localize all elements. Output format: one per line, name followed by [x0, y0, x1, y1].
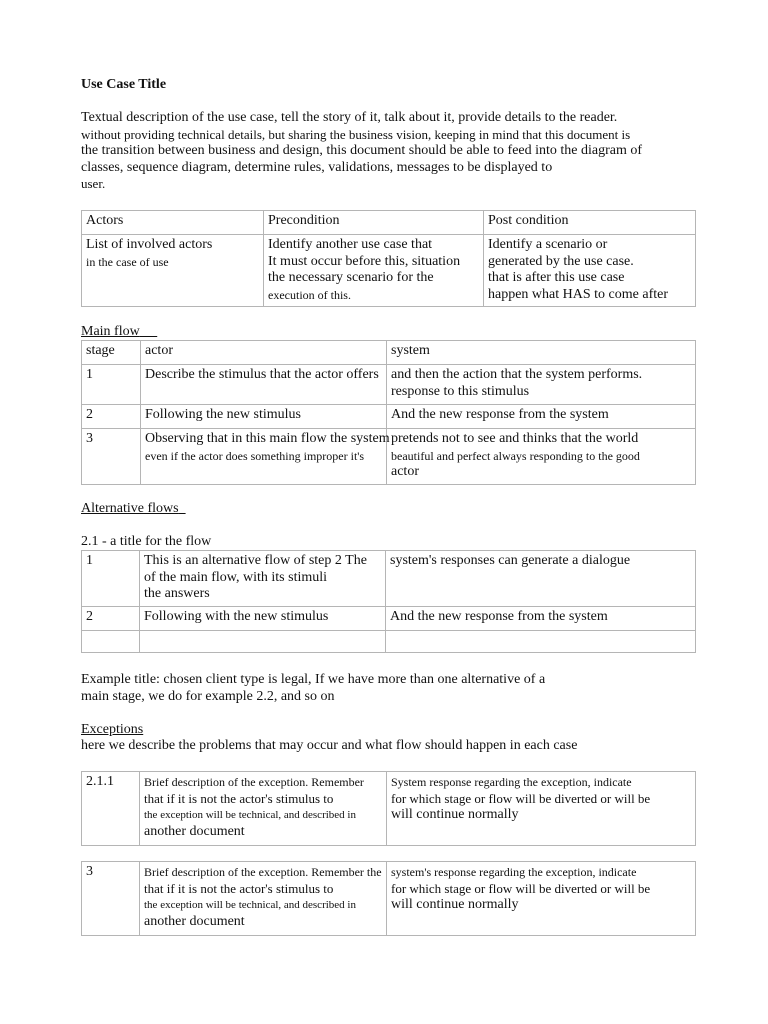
stage-cell: 2	[82, 607, 140, 631]
table-row	[82, 365, 696, 405]
cell-line: in the case of use	[86, 254, 169, 269]
cell-line: and then the action that the system performs.	[391, 367, 643, 382]
exceptions-heading	[81, 722, 143, 738]
actors-table	[81, 210, 696, 307]
cell-line: for which stage or flow will be diverted or will be	[391, 880, 651, 896]
cell-line: pretends not to see and thinks that the world	[391, 431, 639, 446]
alternative-flows-heading	[81, 501, 186, 517]
alternative-flow-table	[81, 550, 696, 653]
cell-line: for which stage or flow will be diverted or will be	[391, 790, 651, 806]
system-cell: And the new response from the system	[387, 405, 696, 429]
actor-cell	[140, 772, 387, 846]
cell-line: the necessary scenario for the	[268, 270, 434, 285]
exception-table	[81, 771, 696, 846]
cell-line: Identify a scenario or	[488, 237, 608, 252]
exceptions-heading-text: Exceptions	[81, 722, 144, 737]
cell-line: System response regarding the exception, indicate	[391, 775, 632, 789]
stage-cell: 1	[82, 365, 141, 405]
intro-line: classes, sequence diagram, determine rules, validations, messages to be displayed to	[81, 159, 553, 175]
actor-cell: Following the new stimulus	[141, 405, 387, 429]
cell-line: execution of this.	[268, 287, 351, 302]
cell-line: that if it is not the actor's stimulus to	[144, 880, 334, 896]
postcondition-cell	[484, 235, 696, 307]
alternative-flows-heading-text: Alternative flows	[81, 501, 179, 516]
intro-line: without providing technical details, but sharing the business vision, keeping in mind that this document is	[81, 126, 631, 142]
system-cell	[387, 365, 696, 405]
system-cell	[387, 429, 696, 485]
actor-cell	[141, 429, 390, 485]
alternative-flow-subtitle: 2.1 - a title for the flow	[81, 534, 212, 549]
exception-table	[81, 861, 696, 936]
header-stage: stage	[82, 341, 141, 365]
cell-line: the exception will be technical, and described in	[144, 809, 356, 821]
cell-line: the exception will be technical, and described in	[144, 899, 356, 911]
example-line: main stage, we do for example 2.2, and so on	[81, 689, 335, 704]
cell-line: system's response regarding the exception, indicate	[391, 865, 637, 879]
system-cell	[387, 862, 696, 936]
actor-cell: Describe the stimulus that the actor offers	[141, 365, 387, 405]
cell-line: another document	[144, 913, 245, 929]
cell-line: that if it is not the actor's stimulus to	[144, 790, 334, 806]
table-row	[82, 631, 696, 653]
cell-line: even if the actor does something improper it's	[145, 448, 365, 463]
cell-line: happen what HAS to come after	[488, 286, 668, 302]
exceptions-description: here we describe the problems that may occur and what flow should happen in each case	[81, 738, 578, 753]
actor-cell	[140, 862, 387, 936]
header-actor: actor	[141, 341, 387, 365]
cell-line: This is an alternative flow of step 2 The	[144, 553, 367, 568]
system-cell: And the new response from the system	[386, 607, 696, 631]
system-cell: system's responses can generate a dialogue	[386, 551, 696, 607]
actor-cell	[140, 551, 386, 607]
main-flow-heading-text: Main flow	[81, 324, 140, 339]
actor-cell: Following with the new stimulus	[140, 607, 386, 631]
use-case-title: Use Case Title	[81, 77, 167, 92]
cell-line: response to this stimulus	[391, 383, 530, 399]
main-flow-table	[81, 340, 696, 485]
stage-cell: 2	[82, 405, 141, 429]
table-row	[82, 607, 696, 631]
stage-cell: 1	[82, 551, 140, 607]
system-cell	[386, 631, 696, 653]
cell-line: It must occur before this, situation	[268, 253, 461, 269]
intro-line: user.	[81, 176, 106, 191]
cell-line: that is after this use case	[488, 270, 625, 285]
header-precondition: Precondition	[264, 211, 484, 235]
stage-cell: 3	[82, 429, 141, 485]
cell-line: will continue normally	[391, 807, 519, 822]
table-row	[82, 862, 696, 936]
precondition-cell	[264, 235, 484, 307]
header-system: system	[387, 341, 696, 365]
cell-line: will continue normally	[391, 897, 519, 912]
actors-cell	[82, 235, 264, 307]
cell-line: Brief description of the exception. Remember	[144, 775, 364, 789]
header-actors: Actors	[82, 211, 264, 235]
cell-line: actor	[391, 464, 419, 479]
intro-paragraph	[81, 110, 681, 193]
table-row	[82, 551, 696, 607]
cell-line: of the main flow, with its stimuli	[144, 569, 328, 585]
cell-line: List of involved actors	[86, 237, 213, 252]
cell-line: beautiful and perfect always responding to the good	[391, 448, 640, 463]
table-row	[82, 405, 696, 429]
actor-cell	[140, 631, 386, 653]
stage-cell: 2.1.1	[82, 772, 140, 846]
cell-line: generated by the use case.	[488, 253, 634, 269]
example-paragraph	[81, 671, 701, 705]
intro-line: the transition between business and design, this document should be able to feed into the diagram of	[81, 143, 643, 158]
example-line: Example title: chosen client type is legal, If we have more than one alternative of a	[81, 672, 546, 687]
cell-line: Observing that in this main flow the system	[145, 431, 390, 446]
cell-line: Brief description of the exception. Remember the	[144, 865, 382, 879]
cell-line: the answers	[144, 586, 210, 601]
stage-cell	[82, 631, 140, 653]
intro-line: Textual description of the use case, tell the story of it, talk about it, provide details to the reader.	[81, 110, 618, 125]
table-row	[82, 429, 696, 485]
cell-line: another document	[144, 823, 245, 839]
table-row	[82, 772, 696, 846]
cell-line: Identify another use case that	[268, 237, 433, 252]
system-cell	[387, 772, 696, 846]
main-flow-heading	[81, 324, 157, 340]
header-postcondition: Post condition	[484, 211, 696, 235]
stage-cell: 3	[82, 862, 140, 936]
